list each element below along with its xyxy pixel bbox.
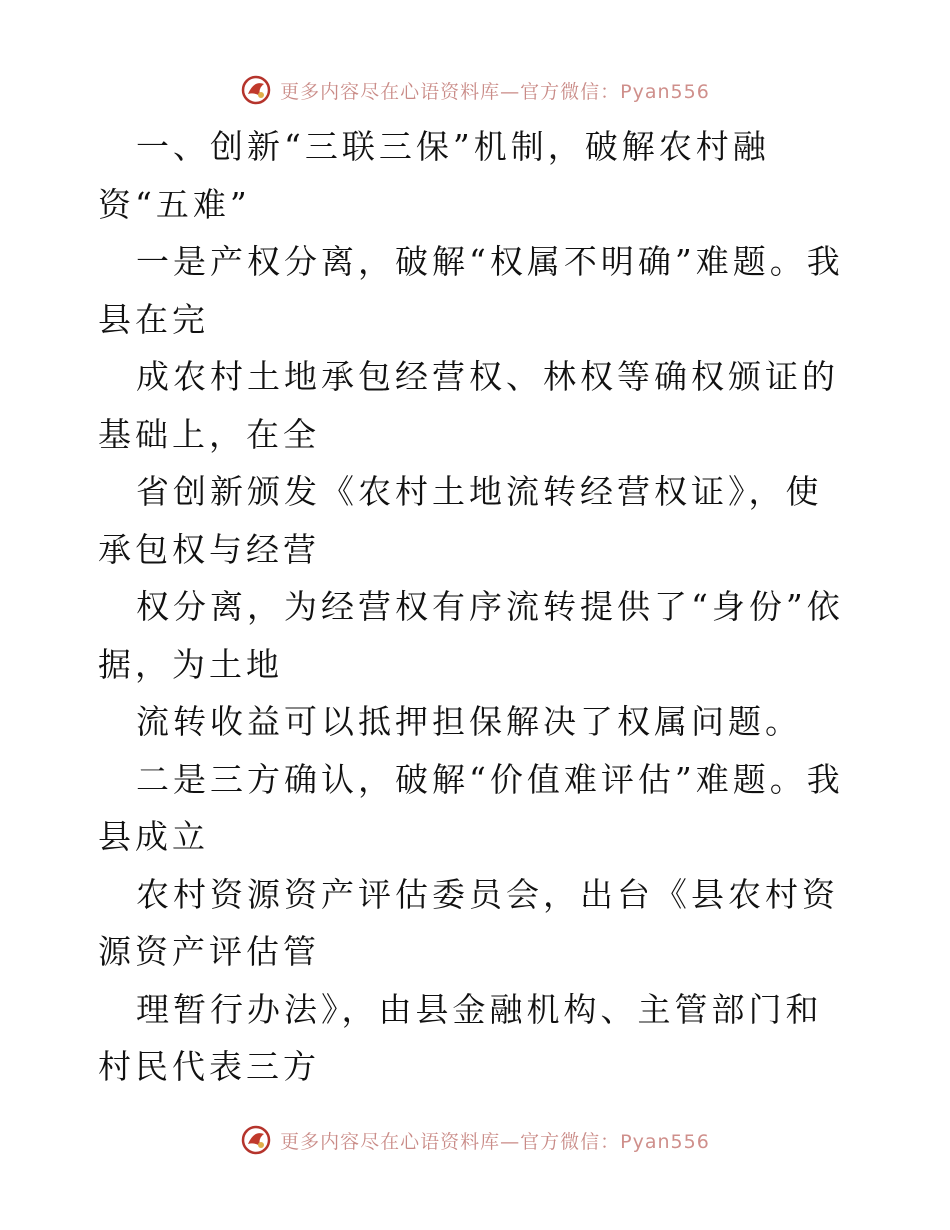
red-swirl-logo-icon: [240, 1124, 272, 1156]
paragraph: 权分离，为经营权有序流转提供了“身份”依据，为土地: [98, 587, 844, 684]
footer-watermark-banner: [0, 1120, 950, 1160]
paragraph: 二是三方确认，破解“价值难评估”难题。我县成立: [98, 759, 844, 856]
paragraph: 农村资源资产评估委员会，出台《县农村资源资产评估管: [98, 874, 839, 971]
document-body: [98, 118, 858, 1096]
footer-watermark-text: 更多内容尽在心语资料库—官方微信：Pyan556: [280, 1130, 710, 1153]
paragraph: 省创新颁发《农村土地流转经营权证》，使承包权与经营: [98, 472, 823, 569]
paragraph: 理暂行办法》，由县金融机构、主管部门和村民代表三方: [98, 989, 823, 1086]
paragraph: 成农村土地承包经营权、林权等确权颁证的基础上，在全: [98, 357, 839, 454]
red-swirl-logo-icon: [240, 74, 272, 106]
paragraph-heading-1: 一、创新“三联三保”机制，破解农村融资“五难”: [98, 127, 770, 224]
header-watermark-banner: [0, 70, 950, 110]
paragraph: 一是产权分离，破解“权属不明确”难题。我县在完: [98, 242, 844, 339]
header-watermark-text: 更多内容尽在心语资料库—官方微信：Pyan556: [280, 80, 710, 103]
paragraph: 流转收益可以抵押担保解决了权属问题。: [136, 702, 802, 741]
